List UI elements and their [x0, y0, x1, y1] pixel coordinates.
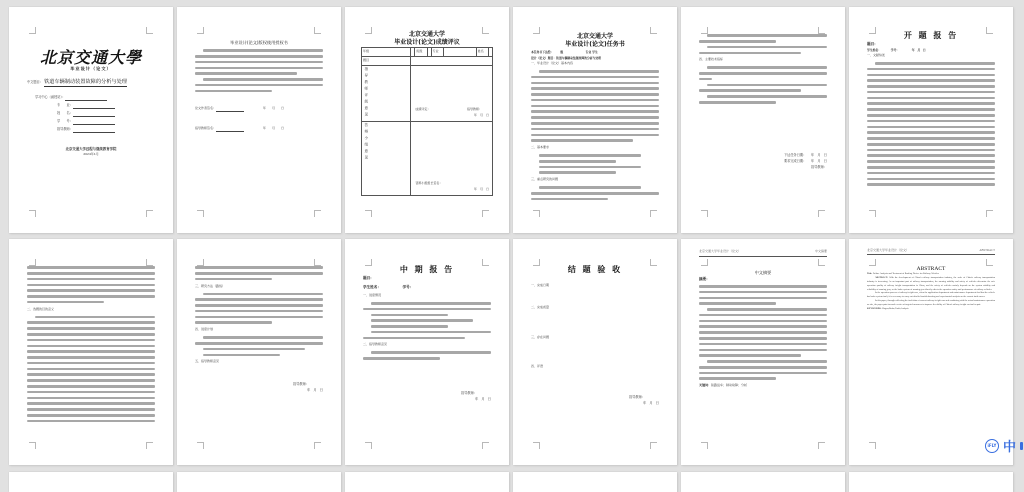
- task-meta: 本任务书下达给： 级 专业 学生: [531, 50, 598, 54]
- section-heading: 四、主要技术指标: [699, 57, 724, 62]
- margin-mark: [146, 210, 153, 217]
- abstract-cn-title: 中文摘要: [754, 269, 772, 275]
- running-header: 北京交通大学毕业设计（论文） 中文摘要: [699, 249, 827, 257]
- task-topic: 设计（论文）题目：铁道车辆制动装置故障的分析与处理: [531, 56, 601, 60]
- section-heading: 三、重点研究的问题: [531, 177, 559, 182]
- table-row: 年级 班级 专业 姓名: [362, 48, 493, 57]
- abstract-paragraph-3: In this paper, through collecting the fault data of current railway freight cars and combining with the actual maintenance operation on site, the paper puts forward a series of targeted measures to improve the ability of China's railway freight car fault repair.: [867, 300, 995, 307]
- ime-toolbar[interactable]: [985, 436, 1023, 455]
- task-dates: 下达任务日期： 年 月 日 要求完成日期： 年 月 日 指导教师：: [783, 152, 827, 169]
- evaluation-title-2: 毕业设计(论文)成绩评议: [394, 39, 460, 46]
- page-task-book-continued[interactable]: [681, 7, 845, 233]
- page-cover[interactable]: [9, 7, 173, 233]
- proposal-title: 开 题 报 告: [903, 31, 959, 40]
- author-signature-row: 论文作者签名： 年 月 日: [195, 106, 284, 111]
- task-title-1: 北京交通大学: [576, 33, 613, 40]
- field-study-center: 学习中心（函授站）：: [27, 93, 155, 101]
- page-thumbnail[interactable]: [177, 472, 341, 492]
- table-row: 指导教师评阅意见 成绩评定： 指导教师： 年 月 日: [362, 65, 493, 121]
- cover-date: 2024年1月: [83, 152, 99, 157]
- section-heading: 四、进度计划: [195, 327, 214, 332]
- page-thumbnail[interactable]: [681, 472, 845, 492]
- page-chinese-abstract[interactable]: 北京交通大学毕业设计（论文） 中文摘要 中文摘要 摘要： 关键词：铁路货车；制动故障；分析: [681, 239, 845, 465]
- section-heading: 四、评语: [531, 364, 544, 369]
- section-heading: 三、研究方法（路线）: [195, 283, 226, 288]
- page-opening-report-end[interactable]: 三、研究方法（路线） 四、进度计划 五、指导教师意见 指导教师： 年 月 日: [177, 239, 341, 465]
- section-heading: 五、指导教师意见: [195, 359, 220, 364]
- text-line: [203, 49, 323, 52]
- abstract-paragraph-1: ABSTRACT: With the development of China's railway transportation industry, the scale of China's railway transportation industry is increasing. As an important part of railway transportation, the running stability and safety of vehicles determine the safe operation quality of railway freight transportation in China, and the safety of vehicles mainly depends on the system stability and reliability of running gear, so the brake system of running gear directly affects the operation safety and performance of railway vehicles.: [867, 276, 995, 291]
- task-title-2: 毕业设计(论文)任务书: [565, 41, 625, 48]
- page-thumbnail[interactable]: [345, 472, 509, 492]
- university-logo-calligraphy: 北京交通大學: [39, 48, 142, 67]
- keywords-row: KEYWORDS: Wagon;Brake;Fault;Analysis: [867, 308, 909, 311]
- section-heading: 一、进度情况: [363, 293, 382, 297]
- page-thumbnail-row-next: [9, 472, 1013, 492]
- abstract-title-row: Title: Failure Analysis and Treatment of Braking Device for Railway Vehicles: [867, 272, 940, 275]
- section-heading: 二、选题的目的意义: [27, 306, 55, 311]
- advisor-signature-row: 指导教师签名： 年 月 日: [195, 126, 284, 131]
- running-header: 北京交通大学毕业设计（论文） ABSTRACT: [867, 249, 995, 255]
- page-thumbnail-grid: [9, 7, 1013, 465]
- table-row: 题目: [362, 56, 493, 65]
- page-copyright-authorization[interactable]: [177, 7, 341, 233]
- cover-subtitle: 毕业设计（论文）: [70, 65, 112, 71]
- field-student-id: 学 号：: [27, 117, 155, 125]
- section-heading: 三、存在问题: [531, 334, 550, 339]
- institution-name: 北京交通大学远程与继续教育学院: [65, 146, 117, 151]
- evaluation-title-1: 北京交通大学: [408, 31, 445, 38]
- abstract-en-title: ABSTRACT: [916, 265, 946, 272]
- midterm-title: 中 期 报 告: [399, 265, 455, 274]
- section-heading: 二、指导教师意见: [363, 342, 388, 347]
- field-major: 专 业：: [27, 101, 155, 109]
- final-title: 结 题 验 收: [567, 265, 623, 274]
- page-midterm-report[interactable]: 中 期 报 告 题目： 学生姓名： 学号： 一、进度情况 二、指导教师意见 指导教师： 年 月 日: [345, 239, 509, 465]
- cover-fields: [27, 93, 155, 133]
- thesis-title-row: [27, 80, 155, 87]
- field-advisor: 指导教师：: [27, 125, 155, 133]
- abstract-paragraph-2: In the operation process of railway freight cars, when the application department and maintenance department find that the vehicle has brake system fault, it is necessary to carry out detailed troubleshooting and experimental analysis on the current fault causes.: [867, 292, 995, 299]
- page-english-abstract[interactable]: [849, 239, 1013, 465]
- page-final-acceptance[interactable]: 结 题 验 收 一、完成日期 二、完成质量 三、存在问题 四、评语 指导教师： 年 月 日: [513, 239, 677, 465]
- field-name: 姓 名：: [27, 109, 155, 117]
- section-heading: 一、毕业设计（论文）基本内容: [531, 61, 574, 65]
- section-heading: 一、完成日期: [531, 283, 550, 287]
- section-heading: 一、文献综述: [867, 53, 886, 57]
- page-opening-report-continued[interactable]: [9, 239, 173, 465]
- margin-mark: [29, 210, 36, 217]
- ime-punctuation-icon[interactable]: [1020, 442, 1023, 450]
- ime-language-toggle[interactable]: 中: [1003, 440, 1017, 455]
- thesis-title: 铁道车辆制动装置故障的分析与处理: [43, 78, 127, 85]
- page-thumbnail[interactable]: [849, 472, 1013, 492]
- evaluation-table: [361, 47, 493, 196]
- page-task-book[interactable]: [513, 7, 677, 233]
- table-row: 答辩小组意见 答辩小组组长签名： 年 月 日: [362, 121, 493, 195]
- thesis-title-label: 中文题目：: [27, 79, 43, 84]
- page-thumbnail[interactable]: [513, 472, 677, 492]
- declaration-title: 毕业设计(论文)版权使用授权书: [230, 40, 288, 45]
- keywords-row: 关键词：铁路货车；制动故障；分析: [699, 383, 748, 388]
- page-grade-evaluation[interactable]: [345, 7, 509, 233]
- section-heading: 二、基本要求: [531, 145, 550, 150]
- section-heading: 二、完成质量: [531, 304, 550, 309]
- ime-logo-icon[interactable]: iFLY: [985, 439, 999, 453]
- page-thumbnail[interactable]: [9, 472, 173, 492]
- page-opening-report[interactable]: 开 题 报 告 题目： 学生姓名： 学号： 年 月 日 一、文献综述: [849, 7, 1013, 233]
